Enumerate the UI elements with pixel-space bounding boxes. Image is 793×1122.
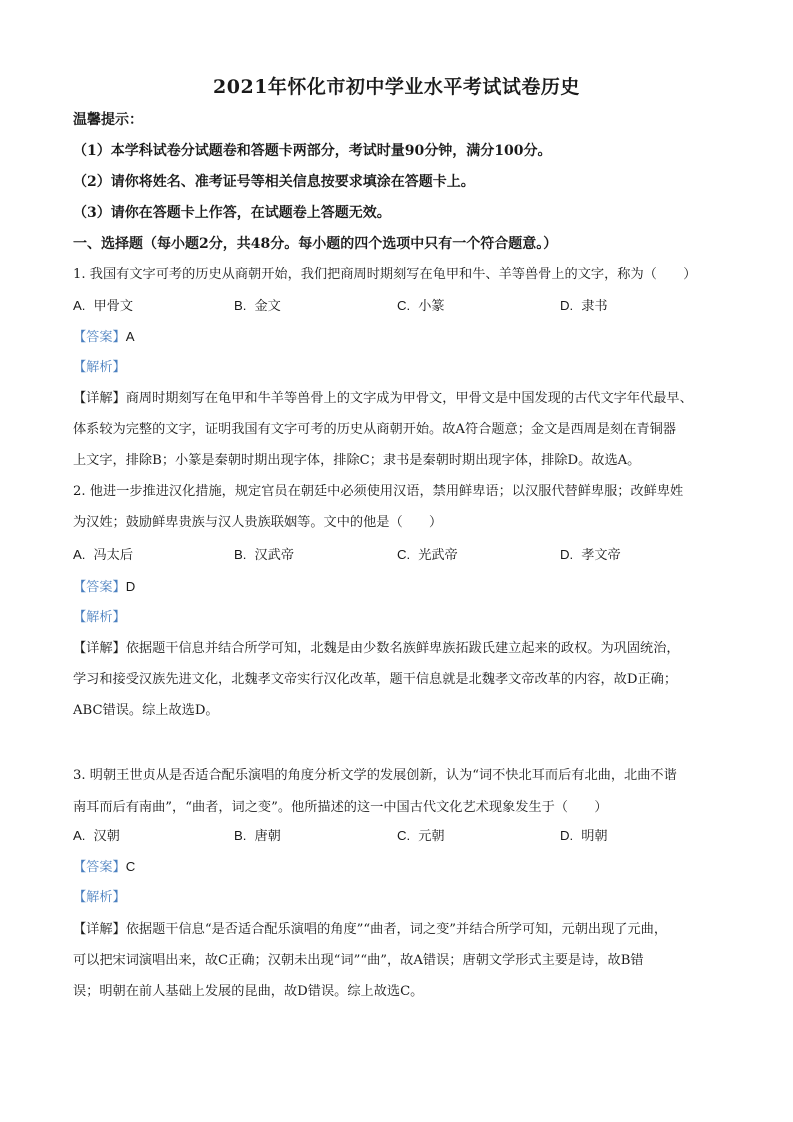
option-key: C. xyxy=(397,828,411,843)
question-stem: 2. 他进一步推进汉化措施，规定官员在朝廷中必须使用汉语，禁用鲜卑语；以汉服代替鲜卑服；改鲜卑姓 xyxy=(73,484,684,499)
detail-line xyxy=(73,921,667,939)
option-text: 明朝 xyxy=(581,829,608,844)
answer-label: 【答案】 xyxy=(73,580,126,595)
option-text: 光武帝 xyxy=(418,548,458,563)
answer-value: C xyxy=(125,859,136,874)
detail-label: 【详解】 xyxy=(73,391,126,406)
question-stem: 3. 明朝王世贞从是否适合配乐演唱的角度分析文学的发展创新，认为“词不快北耳而后有北曲，北曲不谐 xyxy=(73,768,677,783)
page-title: 2021年怀化市初中学业水平考试试卷历史 xyxy=(213,76,580,98)
detail-text: 依据题干信息并结合所学可知，北魏是由少数名族鲜卑族拓跋氏建立起来的政权。为巩固统治， xyxy=(125,641,680,656)
tip-3: （3）请你在答题卡上作答，在试题卷上答题无效。 xyxy=(73,205,391,221)
answer-line xyxy=(73,328,135,347)
detail-text: 依据题干信息“是否适合配乐演唱的角度”“曲者，词之变”并结合所学可知，元朝出现了元曲， xyxy=(125,922,668,937)
answer-line xyxy=(73,858,135,877)
option-text: 甲骨文 xyxy=(93,299,134,314)
answer-value: D xyxy=(125,579,136,594)
option-text: 金文 xyxy=(254,299,281,314)
option-a xyxy=(73,827,120,846)
detail-line: 体系较为完整的文字，证明我国有文字可考的历史从商朝开始。故A符合题意；金文是西周是刻在青铜器 xyxy=(73,422,676,437)
question-stem: 南耳而后有南曲”，“曲者，词之变”。他所描述的这一中国古代文化艺术现象发生于（ ） xyxy=(73,800,608,815)
detail-line: 学习和接受汉族先进文化，北魏孝文帝实行汉化改革，题干信息就是北魏孝文帝改革的内容，故D正确； xyxy=(73,672,678,687)
option-a xyxy=(73,546,133,565)
detail-line: 上文字，排除B；小篆是秦朝时期出现字体，排除C；隶书是秦朝时期出现字体，排除D。故选A。 xyxy=(73,453,641,468)
answer-line xyxy=(73,578,135,597)
analysis-label: 【解析】 xyxy=(73,610,126,625)
option-key: C. xyxy=(397,298,411,313)
option-b xyxy=(234,827,281,846)
question-stem: 为汉姓；鼓励鲜卑贵族与汉人贵族联姻等。文中的他是（ ） xyxy=(73,515,443,530)
option-d xyxy=(560,297,608,316)
option-b xyxy=(234,297,281,316)
option-key: C. xyxy=(397,547,411,562)
option-text: 汉朝 xyxy=(93,829,120,844)
answer-label: 【答案】 xyxy=(73,330,126,345)
tip-1: （1）本学科试卷分试题卷和答题卡两部分，考试时量90分钟，满分100分。 xyxy=(73,143,552,159)
option-key: B. xyxy=(234,828,247,843)
option-key: A. xyxy=(73,828,86,843)
detail-line: 误；明朝在前人基础上发展的昆曲，故D错误。综上故选C。 xyxy=(73,984,424,999)
option-c xyxy=(397,297,445,316)
option-c xyxy=(397,827,445,846)
option-text: 冯太后 xyxy=(93,548,134,563)
option-text: 隶书 xyxy=(581,299,608,314)
detail-label: 【详解】 xyxy=(73,641,126,656)
option-key: D. xyxy=(560,828,574,843)
option-key: D. xyxy=(560,298,574,313)
detail-line xyxy=(73,640,680,658)
option-text: 元朝 xyxy=(418,829,445,844)
option-c xyxy=(397,546,458,565)
option-key: B. xyxy=(234,298,247,313)
option-b xyxy=(234,546,294,565)
section-heading: 一、选择题（每小题2分，共48分。每小题的四个选项中只有一个符合题意。） xyxy=(73,236,558,252)
option-a xyxy=(73,297,133,316)
detail-line: 可以把宋词演唱出来，故C正确；汉朝未出现“词”“曲”，故A错误；唐朝文学形式主要是诗，故B错 xyxy=(73,953,644,968)
tip-2: （2）请你将姓名、准考证号等相关信息按要求填涂在答题卡上。 xyxy=(73,174,475,190)
option-key: D. xyxy=(560,547,574,562)
option-text: 唐朝 xyxy=(254,829,281,844)
option-d xyxy=(560,546,621,565)
option-text: 汉武帝 xyxy=(254,548,295,563)
option-text: 孝文帝 xyxy=(581,548,621,563)
tips-heading: 温馨提示： xyxy=(73,112,143,128)
option-text: 小篆 xyxy=(418,299,445,314)
option-key: A. xyxy=(73,547,86,562)
answer-label: 【答案】 xyxy=(73,860,126,875)
answer-value: A xyxy=(125,329,135,344)
option-key: B. xyxy=(234,547,247,562)
option-d xyxy=(560,827,608,846)
analysis-label: 【解析】 xyxy=(73,360,126,375)
detail-text: 商周时期刻写在龟甲和牛羊等兽骨上的文字成为甲骨文，甲骨文是中国发现的古代文字年代最早、 xyxy=(125,391,693,406)
detail-label: 【详解】 xyxy=(73,922,126,937)
option-key: A. xyxy=(73,298,86,313)
question-stem: 1. 我国有文字可考的历史从商朝开始，我们把商周时期刻写在龟甲和牛、羊等兽骨上的文字，称为（ ） xyxy=(73,267,697,282)
analysis-label: 【解析】 xyxy=(73,890,126,905)
detail-line: ABC错误。综上故选D。 xyxy=(73,703,219,718)
detail-line xyxy=(73,390,693,408)
